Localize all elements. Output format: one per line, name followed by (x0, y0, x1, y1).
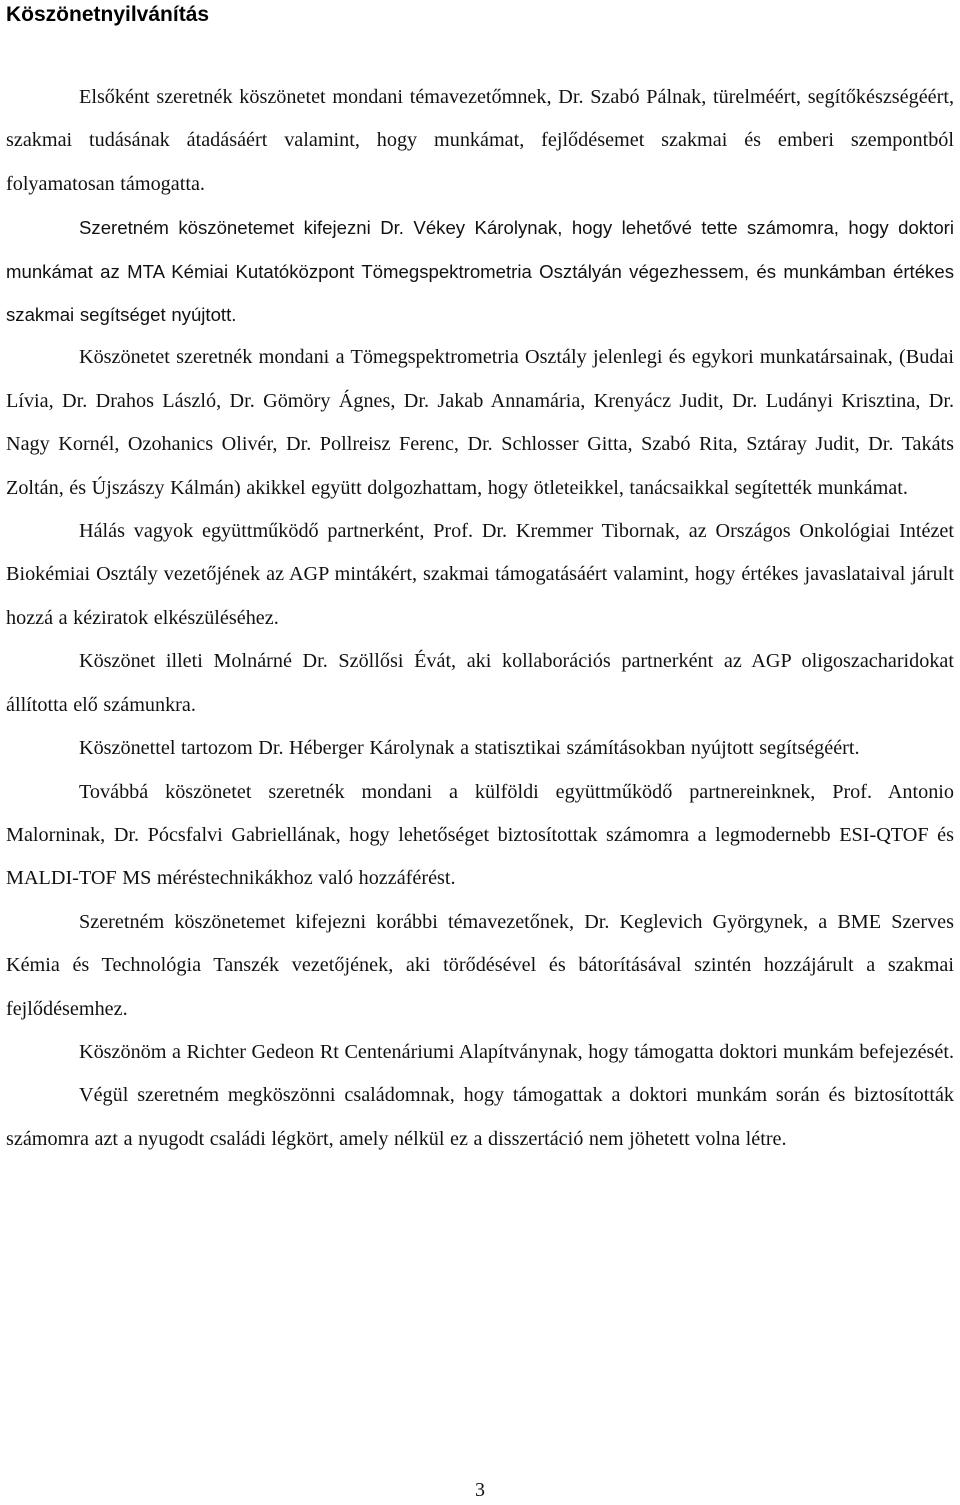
paragraph-supervisor: Elsőként szeretnék köszönetet mondani témavezetőmnek, Dr. Szabó Pálnak, türelméért, segítőkészségéért, szakmai tudásának átadásáért valamint, hogy munkámat, fejlődésemet szakmai és emberi szempontból folyamatosan támogatta. (6, 86, 954, 195)
paragraph-foreign-partners: Továbbá köszönetet szeretnék mondani a külföldi együttműködő partnereinknek, Prof. Antonio Malorninak, Dr. Pócsfalvi Gabriellának, hogy lehetőséget biztosítottak számomra a legmodernebb ESI-QTOF és MALDI-TOF MS méréstechnikákhoz való hozzáférést. (6, 780, 954, 890)
paragraph-keglevich: Szeretném köszönetemet kifejezni korábbi témavezetőnek, Dr. Keglevich Györgynek, a BME Szerves Kémia és Technológia Tanszék vezetőjének, aki törődésével és bátorításával szintén hozzájárult a szakmai fejlődésemhez. (6, 910, 954, 1020)
page-heading: Köszönetnyilvánítás (6, 3, 210, 26)
paragraph-vekey: Szeretném köszönetemet kifejezni Dr. Vékey Károlynak, hogy lehetővé tette számomra, hogy doktori munkámat az MTA Kémiai Kutatóközpont Tömegspektrometria Osztályán végezhessem, és munkámban értékes szakmai segítséget nyújtott. (6, 217, 954, 326)
paragraph-richter: Köszönöm a Richter Gedeon Rt Centenáriumi Alapítványnak, hogy támogatta doktori munkám befejezését. (79, 1040, 955, 1063)
paragraph-colleagues: Köszönetet szeretnék mondani a Tömegspektrometria Osztály jelenlegi és egykori munkatársainak, (Budai Lívia, Dr. Drahos László, Dr. Gömöry Ágnes, Dr. Jakab Annamária, Krenyácz Judit, Dr. Ludányi Krisztina, Dr. Nagy Kornél, Ozohanics Olivér, Dr. Pollreisz Ferenc, Dr. Schlosser Gitta, Szabó Rita, Sztáray Judit, Dr. Takáts Zoltán, és Újszászy Kálmán) akikkel együtt dolgozhattam, hogy ötleteikkel, tanácsaikkal segítették munkámat. (6, 346, 954, 499)
acknowledgement-body (6, 76, 954, 1161)
paragraph-szollosi: Köszönet illeti Molnárné Dr. Szöllősi Évát, aki kollaborációs partnerként az AGP oligoszacharidokat állította elő számunkra. (6, 650, 954, 716)
paragraph-kremmer: Hálás vagyok együttműködő partnerként, Prof. Dr. Kremmer Tibornak, az Országos Onkológiai Intézet Biokémiai Osztály vezetőjének az AGP mintákért, szakmai támogatásáért valamint, hogy értékes javaslataival járult hozzá a kéziratok elkészüléséhez. (6, 520, 954, 629)
paragraph-family: Végül szeretném megköszönni családomnak, hogy támogattak a doktori munkám során és biztosították számomra azt a nyugodt családi légkört, amely nélkül ez a disszertáció nem jöhetett volna létre. (6, 1084, 954, 1150)
page-number: 3 (475, 1479, 485, 1501)
paragraph-heberger: Köszönettel tartozom Dr. Héberger Károlynak a statisztikai számításokban nyújtott segítségéért. (79, 737, 860, 760)
